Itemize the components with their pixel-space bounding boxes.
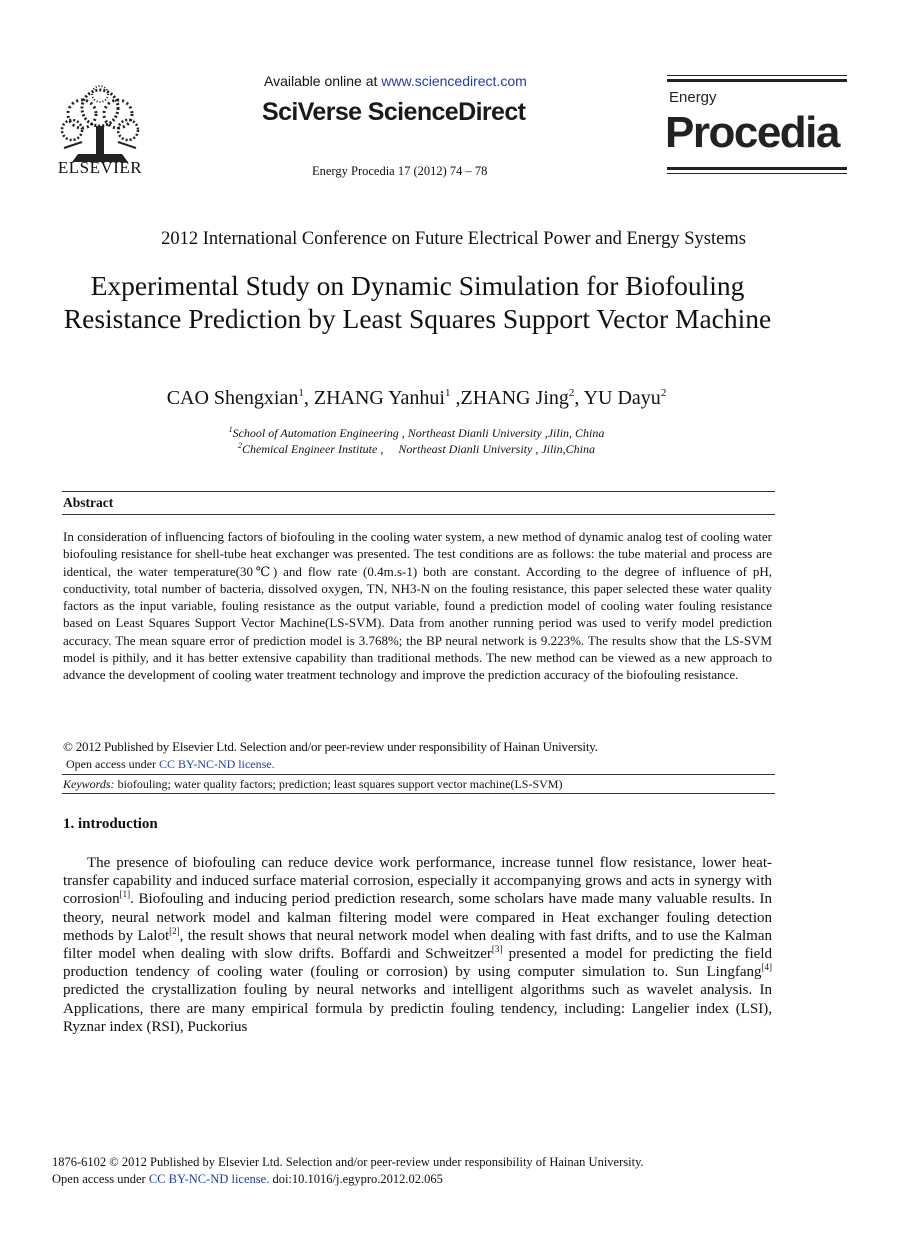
publisher-wordmark: ELSEVIER	[57, 158, 143, 177]
citation[interactable]: [4]	[761, 962, 772, 973]
text-run: . Biofouling and inducing period prediction research, some scholars have made many valuable results. In theory, neural network model and kalman filtering model were compared in Heat exchanger fouling detection methods by Lalot	[63, 891, 772, 944]
footer-license-link[interactable]: CC BY-NC-ND license.	[148, 1172, 270, 1186]
divider	[62, 491, 775, 492]
open-access-line	[66, 757, 275, 772]
footer-copyright: 1876-6102 © 2012 Published by Elsevier Ltd. Selection and/or peer-review under responsibility of Hainan University.	[52, 1155, 644, 1169]
text-run: predicted the crystallization fouling by neural networks and intelligent algorithms such as wavelet analysis. In Applications, there are many empirical formula by predictin fouling tendency, including: Langelier index (LSI), Ryznar index (RSI), Puckorius	[63, 982, 772, 1035]
text-run: presented a model for predicting the field production tendency of cooling water (fouling or corrosion) by using computer simulation to. Sun Lingfang	[63, 946, 772, 981]
section-heading: 1. introduction	[63, 816, 158, 832]
paper-title: Experimental Study on Dynamic Simulation for Biofouling Resistance Prediction by Least Squares Support Vector Machine	[63, 270, 772, 334]
affil-mark: 2	[238, 441, 243, 450]
sciverse-logo: SciVerse ScienceDirect	[262, 98, 526, 126]
author-name: ZHANG Yanhui	[313, 387, 445, 409]
author-affil-mark: 2	[568, 387, 575, 399]
footer-open-access	[52, 1172, 443, 1187]
text-run: The presence of biofouling can reduce device work performance, increase tunnel flow resistance, lower heat-transfer capability and induced surface material corrosion, especially it accompanying grows and acts in synergy with corrosion	[63, 855, 772, 908]
author-separator: ,	[450, 387, 461, 409]
abstract-body: In consideration of influencing factors of biofouling in the cooling water system, a new method of dynamic analog test of cooling water biofouling resistance for shell-tube heat exchanger was presented. The test conditions are as follows: the tube material and process are identical, the water temperature(30℃) and flow rate (0.4m.s-1) both are constant. According to the degree of influence of pH, conductivity, total number of bacteria, dissolved oxygen, TN, NH3-N on the fouling resistance, this paper selected these water quality factors as the input variable, fouling resistance as the output variable, found a prediction model of cooling water fouling resistance based on Least Squares Support Vector Machine(LS-SVM). Data from another running period was used to verify model prediction accuracy. The mean square error of prediction model is 3.768%; the BP neural network is 9.223%. The results show that the LS-SVM model is pithily, and it has better extensive capability than traditional methods. The new method can be viewed as a new approach to advance the development of cooling water treatment technology and improve the prediction accuracy of the biofouling resistance.	[63, 529, 772, 683]
journal-logo-energy: Energy	[669, 89, 717, 106]
author-affil-mark: 2	[660, 387, 667, 399]
affiliation-2	[0, 442, 833, 457]
available-online	[264, 73, 527, 89]
citation[interactable]: [1]	[119, 889, 131, 900]
divider	[62, 514, 775, 515]
affil-text: School of Automation Engineering , Northeast Dianli University ,Jilin, China	[232, 426, 605, 440]
intro-paragraph	[63, 854, 772, 1036]
affil-text: Chemical Engineer Institute , Northeast Dianli University , Jilin,China	[242, 442, 595, 456]
open-access-prefix: Open access under	[66, 757, 159, 771]
author	[167, 387, 314, 409]
divider	[62, 793, 775, 794]
copyright-line: © 2012 Published by Elsevier Ltd. Selection and/or peer-review under responsibility of Hainan University.	[63, 739, 598, 754]
affiliation-1	[0, 426, 833, 441]
text-run: , the result shows that neural network model when dealing with fast drifts, and to use the Kalman filter model when dealing with slow drifts. Boffardi and Schweitzer	[63, 927, 772, 963]
divider	[62, 774, 775, 775]
author-separator: ,	[303, 387, 314, 409]
keywords-line	[63, 777, 562, 792]
author	[314, 387, 461, 409]
license-link[interactable]: CC BY-NC-ND license.	[158, 757, 275, 771]
citation[interactable]: [2]	[169, 925, 180, 936]
citation[interactable]: [3]	[491, 944, 503, 955]
journal-reference: Energy Procedia 17 (2012) 74 – 78	[312, 164, 488, 178]
affil-mark: 1	[228, 425, 233, 434]
footer-doi: doi:10.1016/j.egypro.2012.02.065	[269, 1172, 443, 1186]
author-affil-mark: 1	[444, 387, 451, 399]
intro-body	[63, 854, 772, 1036]
sciencedirect-link[interactable]: www.sciencedirect.com	[381, 73, 527, 89]
author-name: YU Dayu	[583, 387, 661, 409]
author	[460, 387, 583, 409]
conference-name: 2012 International Conference on Future Electrical Power and Energy Systems	[161, 229, 746, 249]
author-separator: ,	[574, 387, 584, 409]
author-name: ZHANG Jing	[460, 387, 569, 409]
keywords-label: Keywords:	[63, 777, 115, 791]
abstract-heading: Abstract	[63, 495, 114, 510]
keywords-text: biofouling; water quality factors; prediction; least squares support vector machine(LS-SVM)	[114, 777, 563, 791]
author	[584, 387, 667, 409]
author-name: CAO Shengxian	[166, 387, 299, 409]
footer-open-prefix: Open access under	[52, 1172, 149, 1186]
available-prefix: Available online at	[264, 73, 382, 89]
author-affil-mark: 1	[298, 387, 304, 399]
author-list	[0, 387, 833, 410]
journal-logo-procedia: Procedia	[665, 108, 839, 157]
